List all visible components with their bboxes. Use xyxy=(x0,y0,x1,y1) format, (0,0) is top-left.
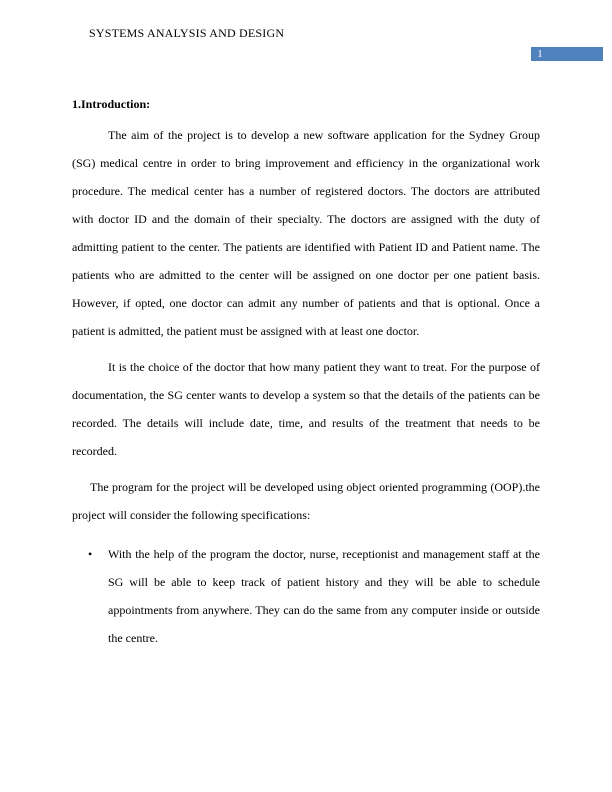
paragraph-doctor-choice: It is the choice of the doctor that how many patient they want to treat. For the purpose of documentation, the SG center wants to develop a system so that the details of the patients can be recorded. The details will include date, time, and results of the treatment that needs to be recorded. xyxy=(72,360,540,458)
paragraph-oop-program: The program for the project will be developed using object oriented programming (OOP).the project will consider the following specifications: xyxy=(72,480,540,522)
running-header-title: SYSTEMS ANALYSIS AND DESIGN xyxy=(89,26,285,40)
bullet-icon: • xyxy=(88,547,93,561)
list-item xyxy=(72,540,540,652)
section-heading: 1.Introduction: xyxy=(72,97,151,111)
document-body xyxy=(72,95,540,652)
page-number: 1 xyxy=(537,48,543,60)
list-item-text: With the help of the program the doctor, nurse, receptionist and management staff at the SG will be able to keep track of patient history and they will be able to schedule appointments from anywhere. They can do the same from any computer inside or outside the centre. xyxy=(108,547,540,645)
page-number-badge xyxy=(531,47,603,61)
paragraph-introduction: The aim of the project is to develop a new software application for the Sydney Group (SG) medical centre in order to bring improvement and efficiency in the organizational work procedure. The medical center has a number of registered doctors. The doctors are attributed with doctor ID and the domain of their specialty. The doctors are assigned with the duty of admitting patient to the center. The patients are identified with Patient ID and Patient name. The patients who are admitted to the center will be assigned on one doctor per one patient basis. However, if opted, one doctor can admit any number of patients and that is optional. Once a patient is admitted, the patient must be assigned with at least one doctor. xyxy=(72,128,540,338)
specification-list xyxy=(72,540,540,652)
